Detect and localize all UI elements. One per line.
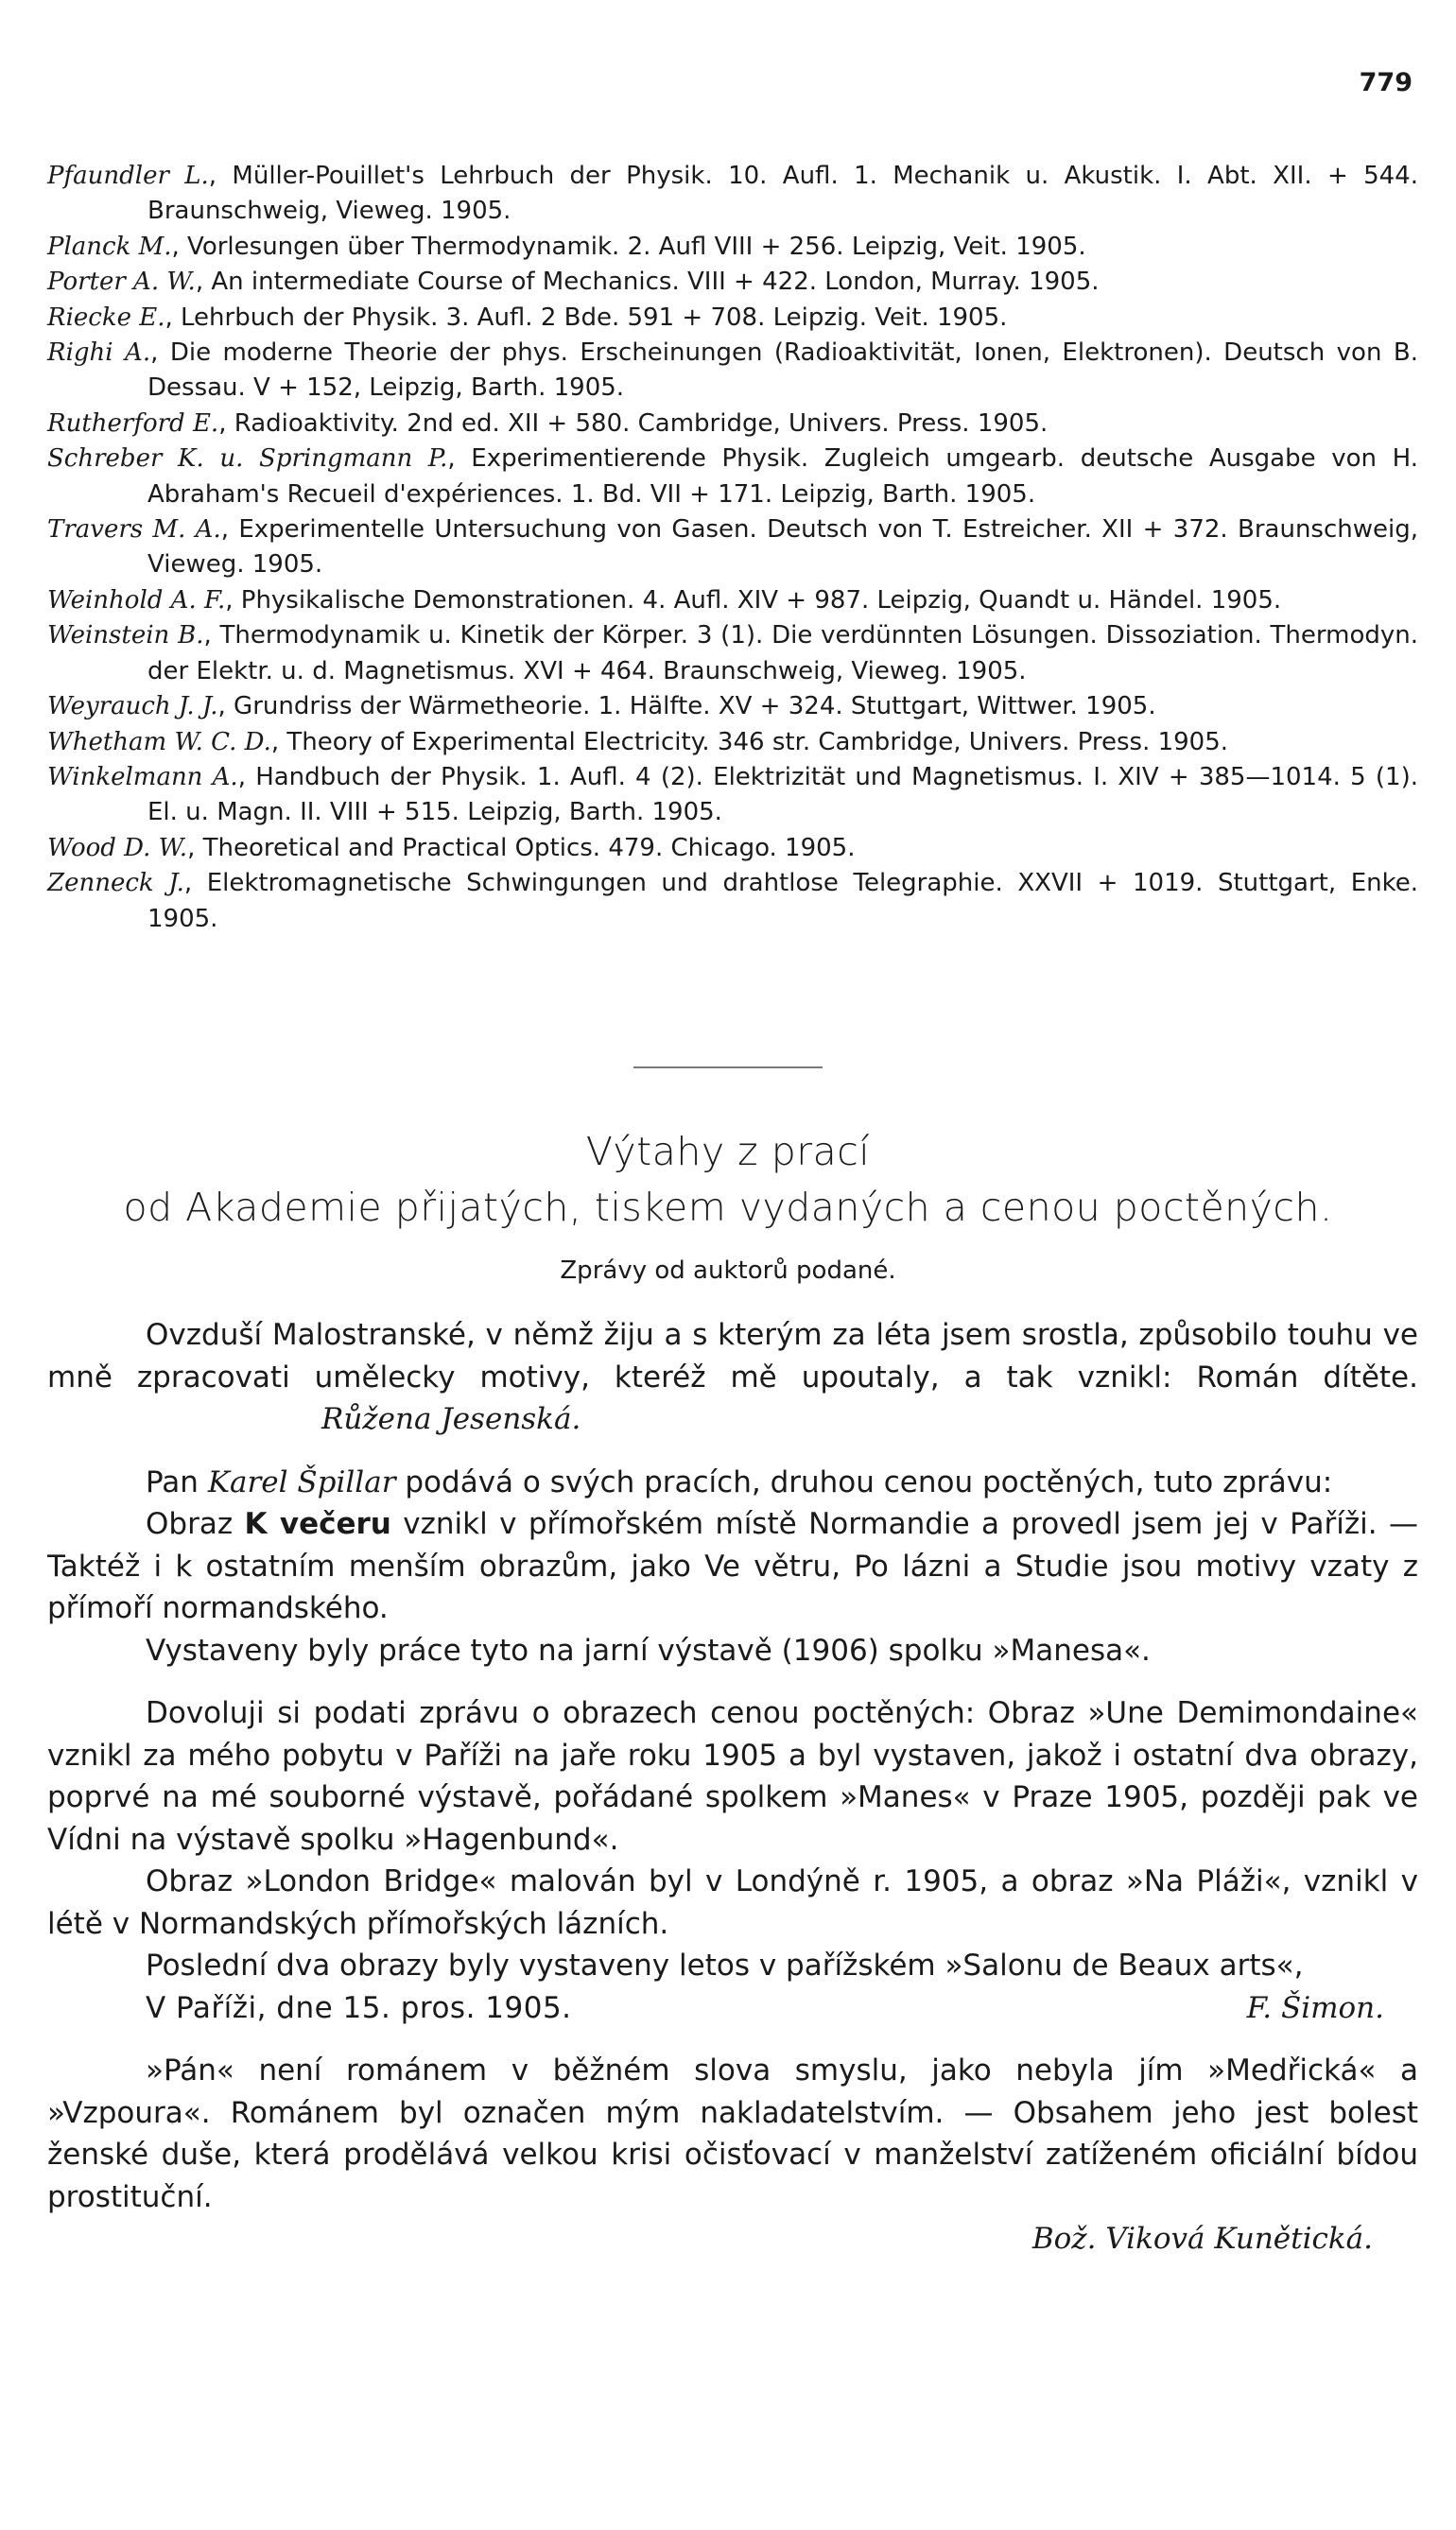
page-number: 779 [1359, 68, 1413, 97]
entry-text: , Lehrbuch der Physik. 3. Aufl. 2 Bde. 591 + 708. Leipzig. Veit. 1905. [165, 303, 1008, 332]
work-title: »London Bridge« [245, 1864, 497, 1898]
bibliography-entry [47, 689, 1418, 724]
bibliography-entry [47, 866, 1418, 937]
report-simon-closing [47, 1987, 1418, 2030]
report-text: Dovoluji si podati zprávu o obrazech cenou poctěných: Obraz [146, 1696, 1088, 1730]
report-text: vznikl za mého pobytu v Paříži na jaře roku 1905 a byl vystaven, jakož i ostatní dva obrazy, poprvé na mé souborné výstavě, pořádané spolkem »Manes« v Praze 1905, později pak ve Vídni na výstavě spolku »Hagenbund«. [47, 1738, 1418, 1857]
report-signature-line [47, 2218, 1418, 2261]
report-text: , [831, 1549, 855, 1584]
entry-text: , Elektromagnetische Schwingungen und drahtlose Telegraphie. XXVII + 1019. Stuttgart, Enke. 1905. [147, 869, 1418, 933]
bibliography-entry [47, 725, 1418, 760]
entry-author: Planck M. [47, 232, 172, 261]
entry-author: Weyrauch J. J. [47, 692, 218, 721]
report-text: Obraz [146, 1507, 245, 1541]
work-title: Román dítěte. [1196, 1360, 1418, 1395]
section-heading: Výtahy z prací [585, 1129, 871, 1174]
work-title: Ve větru [704, 1549, 832, 1584]
report-text: Ovzduší Malostranské, v němž žiju a s kterým za léta jsem srostla, způsobilo touhu ve mně zpracovati umělecky motivy, kteréž mě upoutaly, a tak vznikl: [47, 1318, 1418, 1395]
entry-text: , Experimentierende Physik. Zugleich umgearb. deutsche Ausgabe von H. Abraham's Recueil d'expériences. 1. Bd. VII + 171. Leipzig, Barth. 1905. [147, 444, 1418, 509]
bibliography-entry [47, 230, 1418, 265]
bibliography-entry [47, 760, 1418, 831]
section-divider [633, 1066, 823, 1068]
work-title: Po lázni [854, 1549, 971, 1584]
section-subheading: Zprávy od auktorů podané. [560, 1256, 896, 1285]
report-vikova: »Pán« není románem v běžném slova smyslu, jako nebyla jím »Medřická« a »Vzpoura«. Románem byl označen mým nakladatelstvím. — Obsahem jeho jest bolest ženské duše, která prodělává velkou krisi očisťovací v manželství zatíženém oficiální bídou prostituční. [47, 2053, 1418, 2214]
report-spillar-p1 [47, 1503, 1418, 1630]
entry-author: Righi A. [47, 338, 151, 368]
entry-author: Winkelmann A. [47, 762, 238, 791]
entry-text: , An intermediate Course of Mechanics. VIII + 422. London, Murray. 1905. [195, 268, 1100, 297]
author-name: Karel Špillar [207, 1464, 396, 1499]
bibliography-entry [47, 407, 1418, 442]
report-text: , vznikl v létě v Normandských přímořských lázních. [47, 1864, 1418, 1941]
entry-author: Weinhold A. F. [47, 585, 226, 615]
section-heading-line2: od Akademie přijatých, tiskem vydaných a cenou poctěných. [123, 1185, 1333, 1230]
entry-author: Travers M. A. [47, 515, 221, 545]
report-spillar-intro [47, 1462, 1418, 1504]
entry-text: , Thermodynamik u. Kinetik der Körper. 3 (1). Die verdünnten Lösungen. Dissoziation. Thermodyn. der Elektr. u. d. Magnetismus. XVI + 464. Braunschweig, Vieweg. 1905. [147, 621, 1418, 685]
entry-author: Wood D. W. [47, 833, 188, 862]
report-jesenska [47, 1314, 1418, 1441]
report-text: podává o svých pracích, druhou cenou poctěných, tuto zprávu: [395, 1464, 1333, 1499]
entry-author: Porter A. W. [47, 268, 196, 297]
entry-author: Zenneck J. [47, 869, 184, 898]
work-title: »Une Demimondaine« [1087, 1696, 1418, 1730]
report-simon-p3: Poslední dva obrazy byly vystaveny letos v pařížském »Salonu de Beaux arts«, [146, 1949, 1304, 1983]
entry-author: Pfaundler L. [47, 162, 209, 190]
report-text: a [970, 1549, 1015, 1584]
report-text: Obraz [146, 1864, 246, 1898]
bibliography-entry [47, 583, 1418, 618]
entry-text: , Radioaktivity. 2nd ed. XII + 580. Cambridge, Univers. Press. 1905. [218, 408, 1049, 438]
report-text: malován byl v Londýně r. 1905, a obraz [496, 1864, 1126, 1898]
bibliography-entry [47, 442, 1418, 512]
entry-text: , Theoretical and Practical Optics. 479. Chicago. 1905. [187, 833, 856, 862]
bibliography-entry [47, 618, 1418, 689]
report-simon-p2 [47, 1861, 1418, 1945]
bibliography-entry [47, 159, 1418, 230]
work-title: K večeru [244, 1507, 391, 1541]
reports-body [47, 1314, 1418, 2261]
bibliography-list [47, 159, 1418, 937]
entry-author: Riecke E. [47, 303, 165, 332]
report-signature: Bož. Viková Kunětická. [1031, 2222, 1373, 2256]
bibliography-entry [47, 336, 1418, 407]
entry-author: Schreber K. u. Springmann P. [47, 444, 448, 474]
entry-author: Whetham W. C. D. [47, 727, 271, 756]
entry-text: , Müller-Pouillet's Lehrbuch der Physik. 10. Aufl. 1. Mechanik u. Akustik. I. Abt. XII. + 544. Braunschweig, Vieweg. 1905. [147, 162, 1418, 226]
entry-text: , Experimentelle Untersuchung von Gasen. Deutsch von T. Estreicher. XII + 372. Braunschweig, Vieweg. 1905. [147, 515, 1419, 580]
bibliography-entry [47, 831, 1418, 866]
entry-text: , Handbuch der Physik. 1. Aufl. 4 (2). Elektrizität und Magnetismus. I. XIV + 385—1014. 5 (1). El. u. Magn. II. VIII + 515. Leipzig, Barth. 1905. [147, 762, 1418, 827]
bibliography-entry [47, 301, 1418, 336]
work-title: »Na Pláži« [1125, 1864, 1282, 1898]
entry-author: Rutherford E. [47, 408, 219, 438]
report-simon-p1 [47, 1692, 1418, 1861]
bibliography-entry [47, 512, 1418, 583]
report-text: jsou motivy vzaty z přímoří normandského. [47, 1549, 1418, 1625]
entry-text: , Physikalische Demonstrationen. 4. Aufl. XIV + 987. Leipzig, Quandt u. Händel. 1905. [225, 585, 1282, 615]
work-title: Studie [1014, 1549, 1109, 1584]
report-signature: Růžena Jesenská. [321, 1402, 581, 1436]
entry-text: , Die moderne Theorie der phys. Erscheinungen (Radioaktivität, Ionen, Elektronen). Deutsch von B. Dessau. V + 152, Leipzig, Barth. 1905. [147, 338, 1418, 403]
report-spillar-p2: Vystaveny byly práce tyto na jarní výstavě (1906) spolku »Manesa«. [146, 1633, 1151, 1668]
entry-text: , Grundriss der Wärmetheorie. 1. Hälfte. XV + 324. Stuttgart, Wittwer. 1905. [217, 692, 1156, 721]
entry-text: , Theory of Experimental Electricity. 346 str. Cambridge, Univers. Press. 1905. [270, 727, 1229, 756]
report-text: vznikl v přímořském místě Normandie a provedl jsem jej v Paříži. — Taktéž i k ostatním menším obrazům, jako [47, 1507, 1418, 1584]
report-signature: F. Šimon. [1246, 1990, 1384, 2025]
report-text: Pan [146, 1464, 208, 1499]
bibliography-entry [47, 265, 1418, 300]
entry-text: , Vorlesungen über Thermodynamik. 2. Aufl VIII + 256. Leipzig, Veit. 1905. [171, 232, 1086, 261]
entry-author: Weinstein B. [47, 621, 204, 650]
place-date: V Paříži, dne 15. pros. 1905. [146, 1990, 572, 2025]
